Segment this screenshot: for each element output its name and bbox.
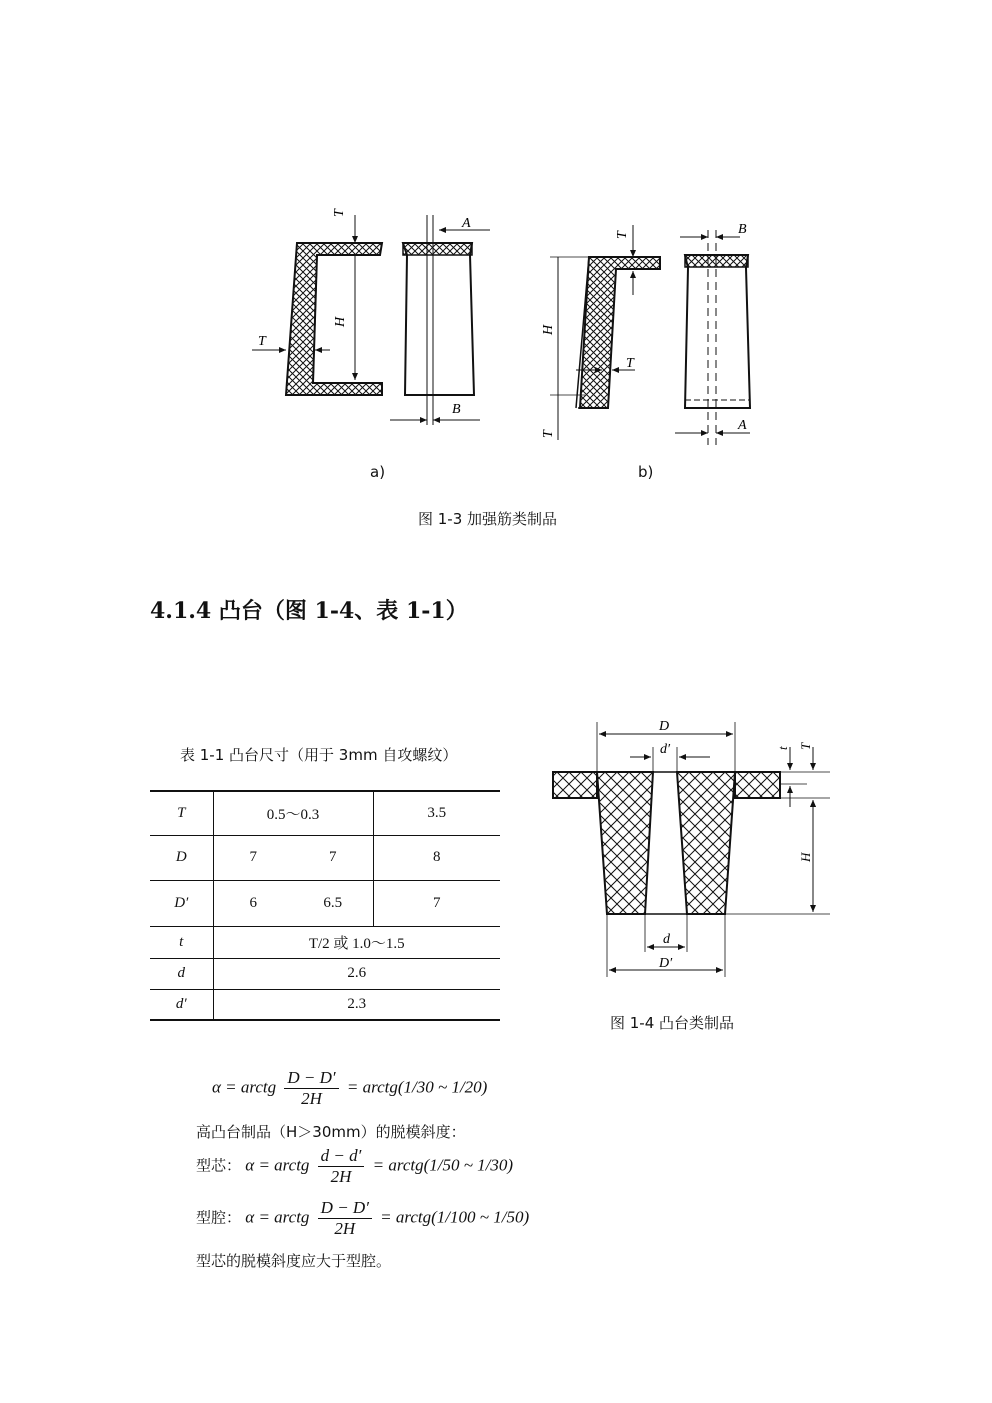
formula-cavity-numerator: D − D′ — [318, 1198, 372, 1219]
row-label: T — [150, 791, 213, 835]
formula-core-lhs: α = arctg — [245, 1155, 310, 1175]
formula-1-numerator: D − D′ — [284, 1068, 338, 1089]
row-label: d — [150, 958, 213, 989]
dim-T-bottom-b: T — [541, 430, 556, 438]
dim-B-b: B — [738, 222, 747, 237]
figure-b-right-part — [675, 230, 750, 445]
formula-1-fraction — [284, 1068, 338, 1109]
dim-T-side-b: T — [626, 356, 634, 371]
figure-a-label: a) — [370, 463, 386, 481]
table-row — [150, 791, 500, 835]
dim-T-side-a: T — [258, 334, 266, 349]
table-cell: 6 — [249, 894, 257, 911]
formula-core — [196, 1146, 513, 1187]
figure-1-4-drawing — [545, 712, 835, 982]
formula-cavity — [196, 1198, 529, 1239]
table-row — [150, 958, 500, 989]
dim-H: H — [798, 852, 813, 862]
formula-1-rhs: = arctg(1/30 ~ 1/20) — [346, 1077, 488, 1097]
conclusion-text: 型芯的脱模斜度应大于型腔。 — [196, 1252, 392, 1270]
table-1-1-title: 表 1-1 凸台尺寸（用于 3mm 自攻螺纹） — [180, 746, 458, 764]
dim-D-prime: D′ — [659, 956, 673, 971]
row-label: d′ — [150, 989, 213, 1020]
formula-cavity-lhs: α = arctg — [245, 1207, 310, 1227]
table-cell: 7 — [433, 894, 441, 911]
row-label: t — [150, 926, 213, 958]
table-row — [150, 880, 500, 926]
formula-1 — [212, 1068, 487, 1109]
dim-d: d — [663, 932, 670, 947]
table-row — [150, 989, 500, 1020]
section-heading: 4.1.4 凸台（图 1-4、表 1-1） — [150, 598, 468, 624]
dim-d-prime: d′ — [660, 742, 671, 757]
dim-T-top-b: T — [615, 231, 630, 239]
formula-core-denominator: 2H — [330, 1167, 352, 1186]
figure-1-3-drawing — [240, 195, 770, 455]
formula-core-rhs: = arctg(1/50 ~ 1/30) — [372, 1155, 514, 1175]
figure-1-4-caption: 图 1-4 凸台类制品 — [610, 1014, 735, 1032]
table-row — [150, 926, 500, 958]
table-cell: 3.5 — [427, 804, 447, 821]
row-label: D′ — [150, 880, 213, 926]
figure-1-3-caption: 图 1-3 加强筋类制品 — [418, 510, 558, 528]
dim-A-b: A — [738, 418, 747, 433]
table-1-1 — [150, 790, 500, 1021]
figure-b-left-part — [550, 225, 660, 440]
formula-1-denominator: 2H — [301, 1089, 322, 1108]
dim-T: T — [798, 742, 813, 750]
table-cell: 7 — [293, 835, 373, 880]
dim-A-a: A — [462, 216, 471, 231]
dim-T-top-a: T — [332, 209, 347, 217]
formula-core-prefix: 型芯： — [196, 1156, 242, 1175]
table-cell: T/2 或 1.0～1.5 — [308, 935, 405, 952]
row-label: D — [150, 835, 213, 880]
dim-H-b: H — [541, 324, 556, 335]
table-cell: 8 — [433, 849, 441, 865]
formula-intro: 高凸台制品（H＞30mm）的脱模斜度： — [196, 1123, 466, 1141]
formula-cavity-denominator: 2H — [334, 1219, 356, 1238]
figure-b-label: b) — [638, 463, 654, 481]
figure-a-left-part — [252, 215, 382, 395]
table-cell: 2.3 — [347, 995, 367, 1012]
formula-cavity-rhs: = arctg(1/100 ~ 1/50) — [380, 1207, 530, 1227]
dim-D: D — [659, 719, 670, 734]
table-cell: 7 — [249, 849, 257, 865]
table-cell: 0.5～0.3 — [213, 791, 373, 835]
figure-a-right-part — [390, 215, 490, 425]
dim-B-a: B — [452, 402, 461, 417]
boss-body — [553, 772, 780, 914]
table-cell: 6.5 — [293, 880, 373, 926]
formula-1-lhs: α = arctg — [212, 1077, 277, 1097]
dim-H-a: H — [333, 316, 348, 327]
formula-core-numerator: d − d′ — [318, 1146, 365, 1167]
table-cell: 2.6 — [347, 965, 367, 981]
formula-cavity-fraction — [318, 1198, 372, 1239]
formula-cavity-prefix: 型腔： — [196, 1208, 242, 1227]
dim-t: t — [775, 746, 790, 750]
table-row — [150, 835, 500, 880]
formula-core-fraction — [318, 1146, 365, 1187]
